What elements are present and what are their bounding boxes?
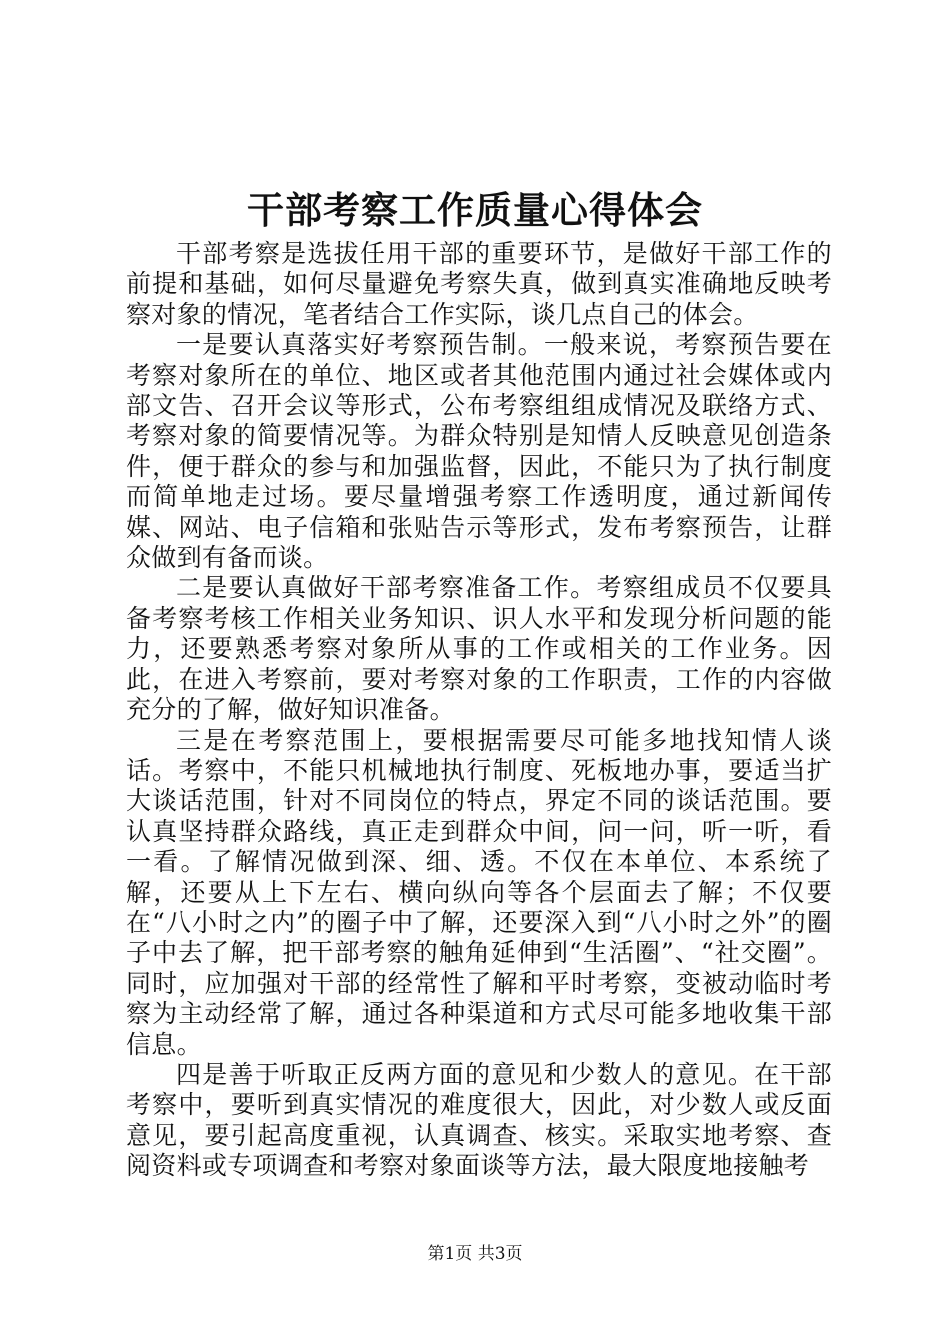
paragraph-intro: 干部考察是选拔任用干部的重要环节，是做好干部工作的前提和基础，如何尽量避免考察失真，做到真实准确地反映考察对象的情况，笔者结合工作实际，谈几点自己的体会。 (126, 239, 832, 329)
document-body (126, 239, 832, 1182)
document-title: 干部考察工作质量心得体会 (247, 188, 703, 232)
page-footer: 第1页 共3页 (427, 1244, 523, 1264)
paragraph-point-2: 二是要认真做好干部考察准备工作。考察组成员不仅要具备考察考核工作相关业务知识、识人水平和发现分析问题的能力，还要熟悉考察对象所从事的工作或相关的工作业务。因此，在进入考察前，要对考察对象的工作职责，工作的内容做充分的了解，做好知识准备。 (126, 573, 832, 725)
paragraph-point-4: 四是善于听取正反两方面的意见和少数人的意见。在干部考察中，要听到真实情况的难度很大，因此，对少数人或反面意见，要引起高度重视，认真调查、核实。采取实地考察、查阅资料或专项调查和考察对象面谈等方法，最大限度地接触考 (126, 1059, 832, 1181)
paragraph-point-3: 三是在考察范围上，要根据需要尽可能多地找知情人谈话。考察中，不能只机械地执行制度、死板地办事，要适当扩大谈话范围，针对不同岗位的特点，界定不同的谈话范围。要认真坚持群众路线，真正走到群众中间，问一问，听一听，看一看。了解情况做到深、细、透。不仅在本单位、本系统了解，还要从上下左右、横向纵向等各个层面去了解；不仅要在“八小时之内”的圈子中了解，还要深入到“八小时之外”的圈子中去了解，把干部考察的触角延伸到“生活圈”、“社交圈”。同时，应加强对干部的经常性了解和平时考察，变被动临时考察为主动经常了解，通过各种渠道和方式尽可能多地收集干部信息。 (126, 725, 832, 1059)
paragraph-point-1: 一是要认真落实好考察预告制。一般来说，考察预告要在考察对象所在的单位、地区或者其他范围内通过社会媒体或内部文告、召开会议等形式，公布考察组组成情况及联络方式、考察对象的简要情况等。为群众特别是知情人反映意见创造条件，便于群众的参与和加强监督，因此，不能只为了执行制度而简单地走过场。要尽量增强考察工作透明度，通过新闻传媒、网站、电子信箱和张贴告示等形式，发布考察预告，让群众做到有备而谈。 (126, 330, 832, 573)
